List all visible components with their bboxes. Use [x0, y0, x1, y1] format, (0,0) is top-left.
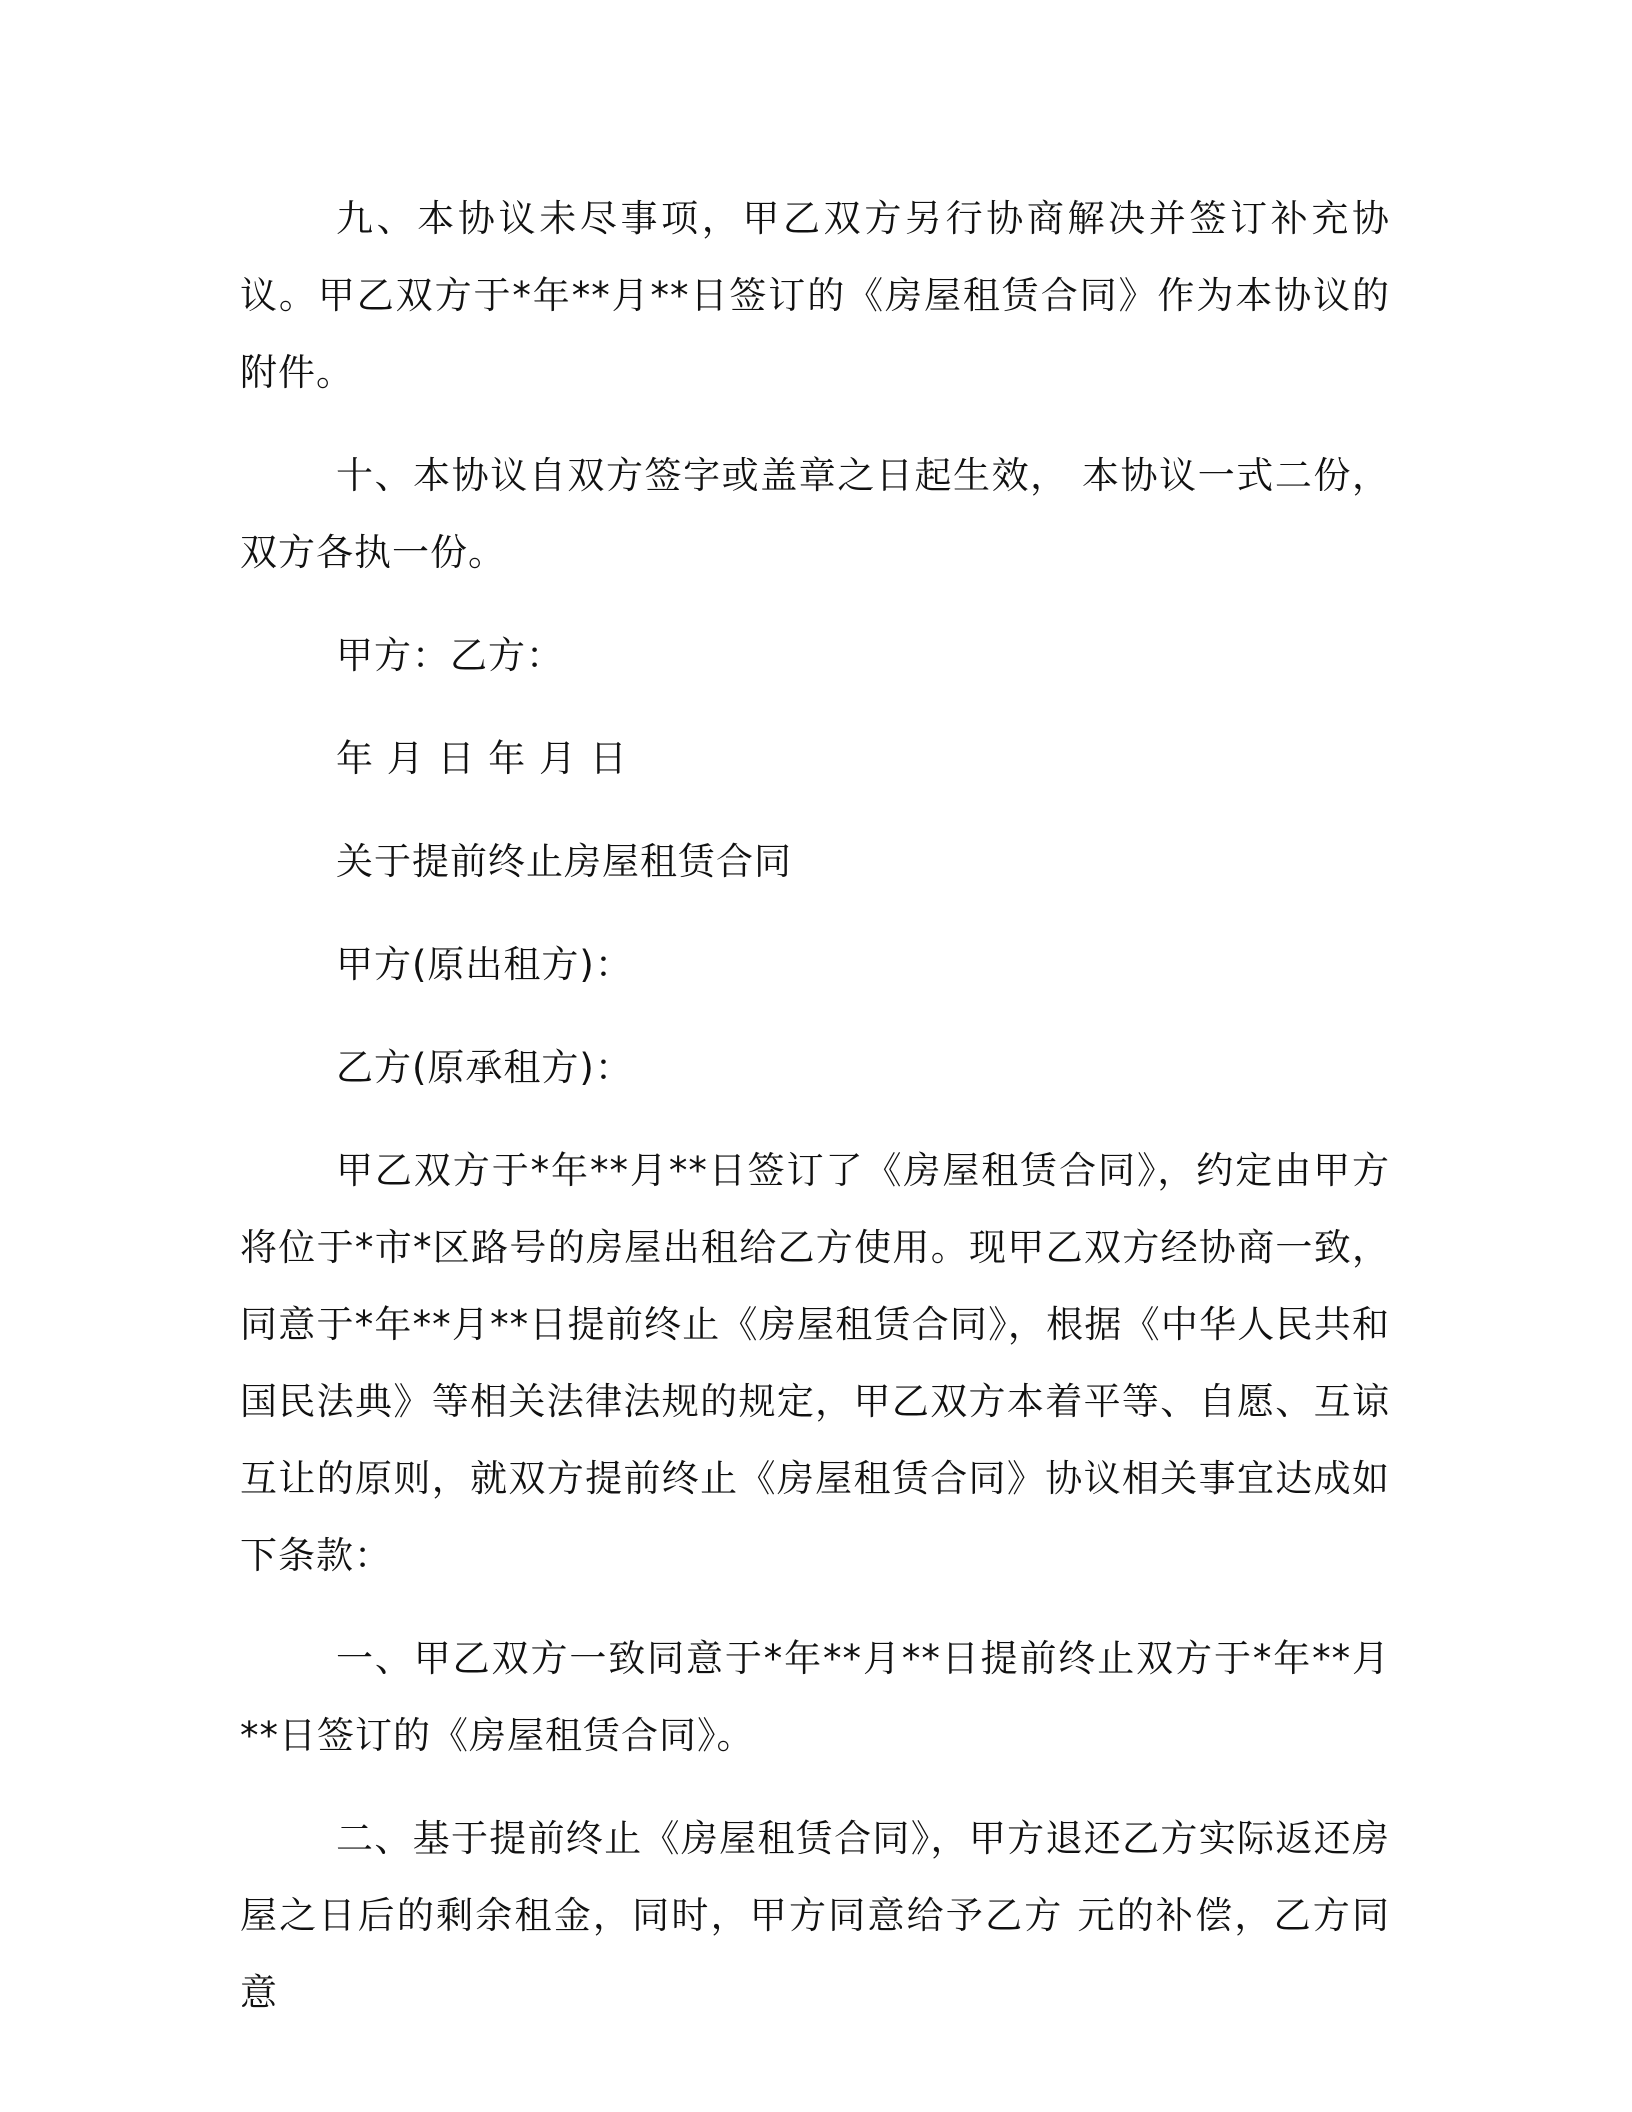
preamble-paragraph: 甲乙双方于*年**月**日签订了《房屋租赁合同》，约定由甲方将位于*市*区路号的房屋出租给乙方使用。现甲乙双方经协商一致，同意于*年**月**日提前终止《房屋租赁合同》，根据《中华人民共和国民法典》等相关法律法规的规定，甲乙双方本着平等、自愿、互谅互让的原则，就双方提前终止《房屋租赁合同》协议相关事宜达成如下条款： — [240, 1149, 1390, 1577]
document-title: 关于提前终止房屋租赁合同 — [336, 840, 792, 883]
party-b-line: 乙方(原承租方)： — [336, 1046, 633, 1089]
party-a-line: 甲方(原出租方)： — [336, 943, 633, 986]
signature-parties: 甲方：乙方： — [336, 634, 564, 677]
clause-nine: 九、本协议未尽事项，甲乙双方另行协商解决并签订补充协议。甲乙双方于*年**月**日签订的《房屋租赁合同》作为本协议的附件。 — [240, 197, 1390, 394]
clause-two: 二、基于提前终止《房屋租赁合同》，甲方退还乙方实际返还房屋之日后的剩余租金，同时，甲方同意给予乙方 元的补偿，乙方同意 — [240, 1817, 1390, 2014]
clause-one: 一、甲乙双方一致同意于*年**月**日提前终止双方于*年**月**日签订的《房屋租赁合同》。 — [240, 1637, 1390, 1757]
clause-ten: 十、本协议自双方签字或盖章之日起生效， 本协议一式二份，双方各执一份。 — [240, 454, 1390, 574]
document-body — [240, 180, 1390, 2031]
signature-dates: 年 月 日 年 月 日 — [336, 737, 628, 780]
